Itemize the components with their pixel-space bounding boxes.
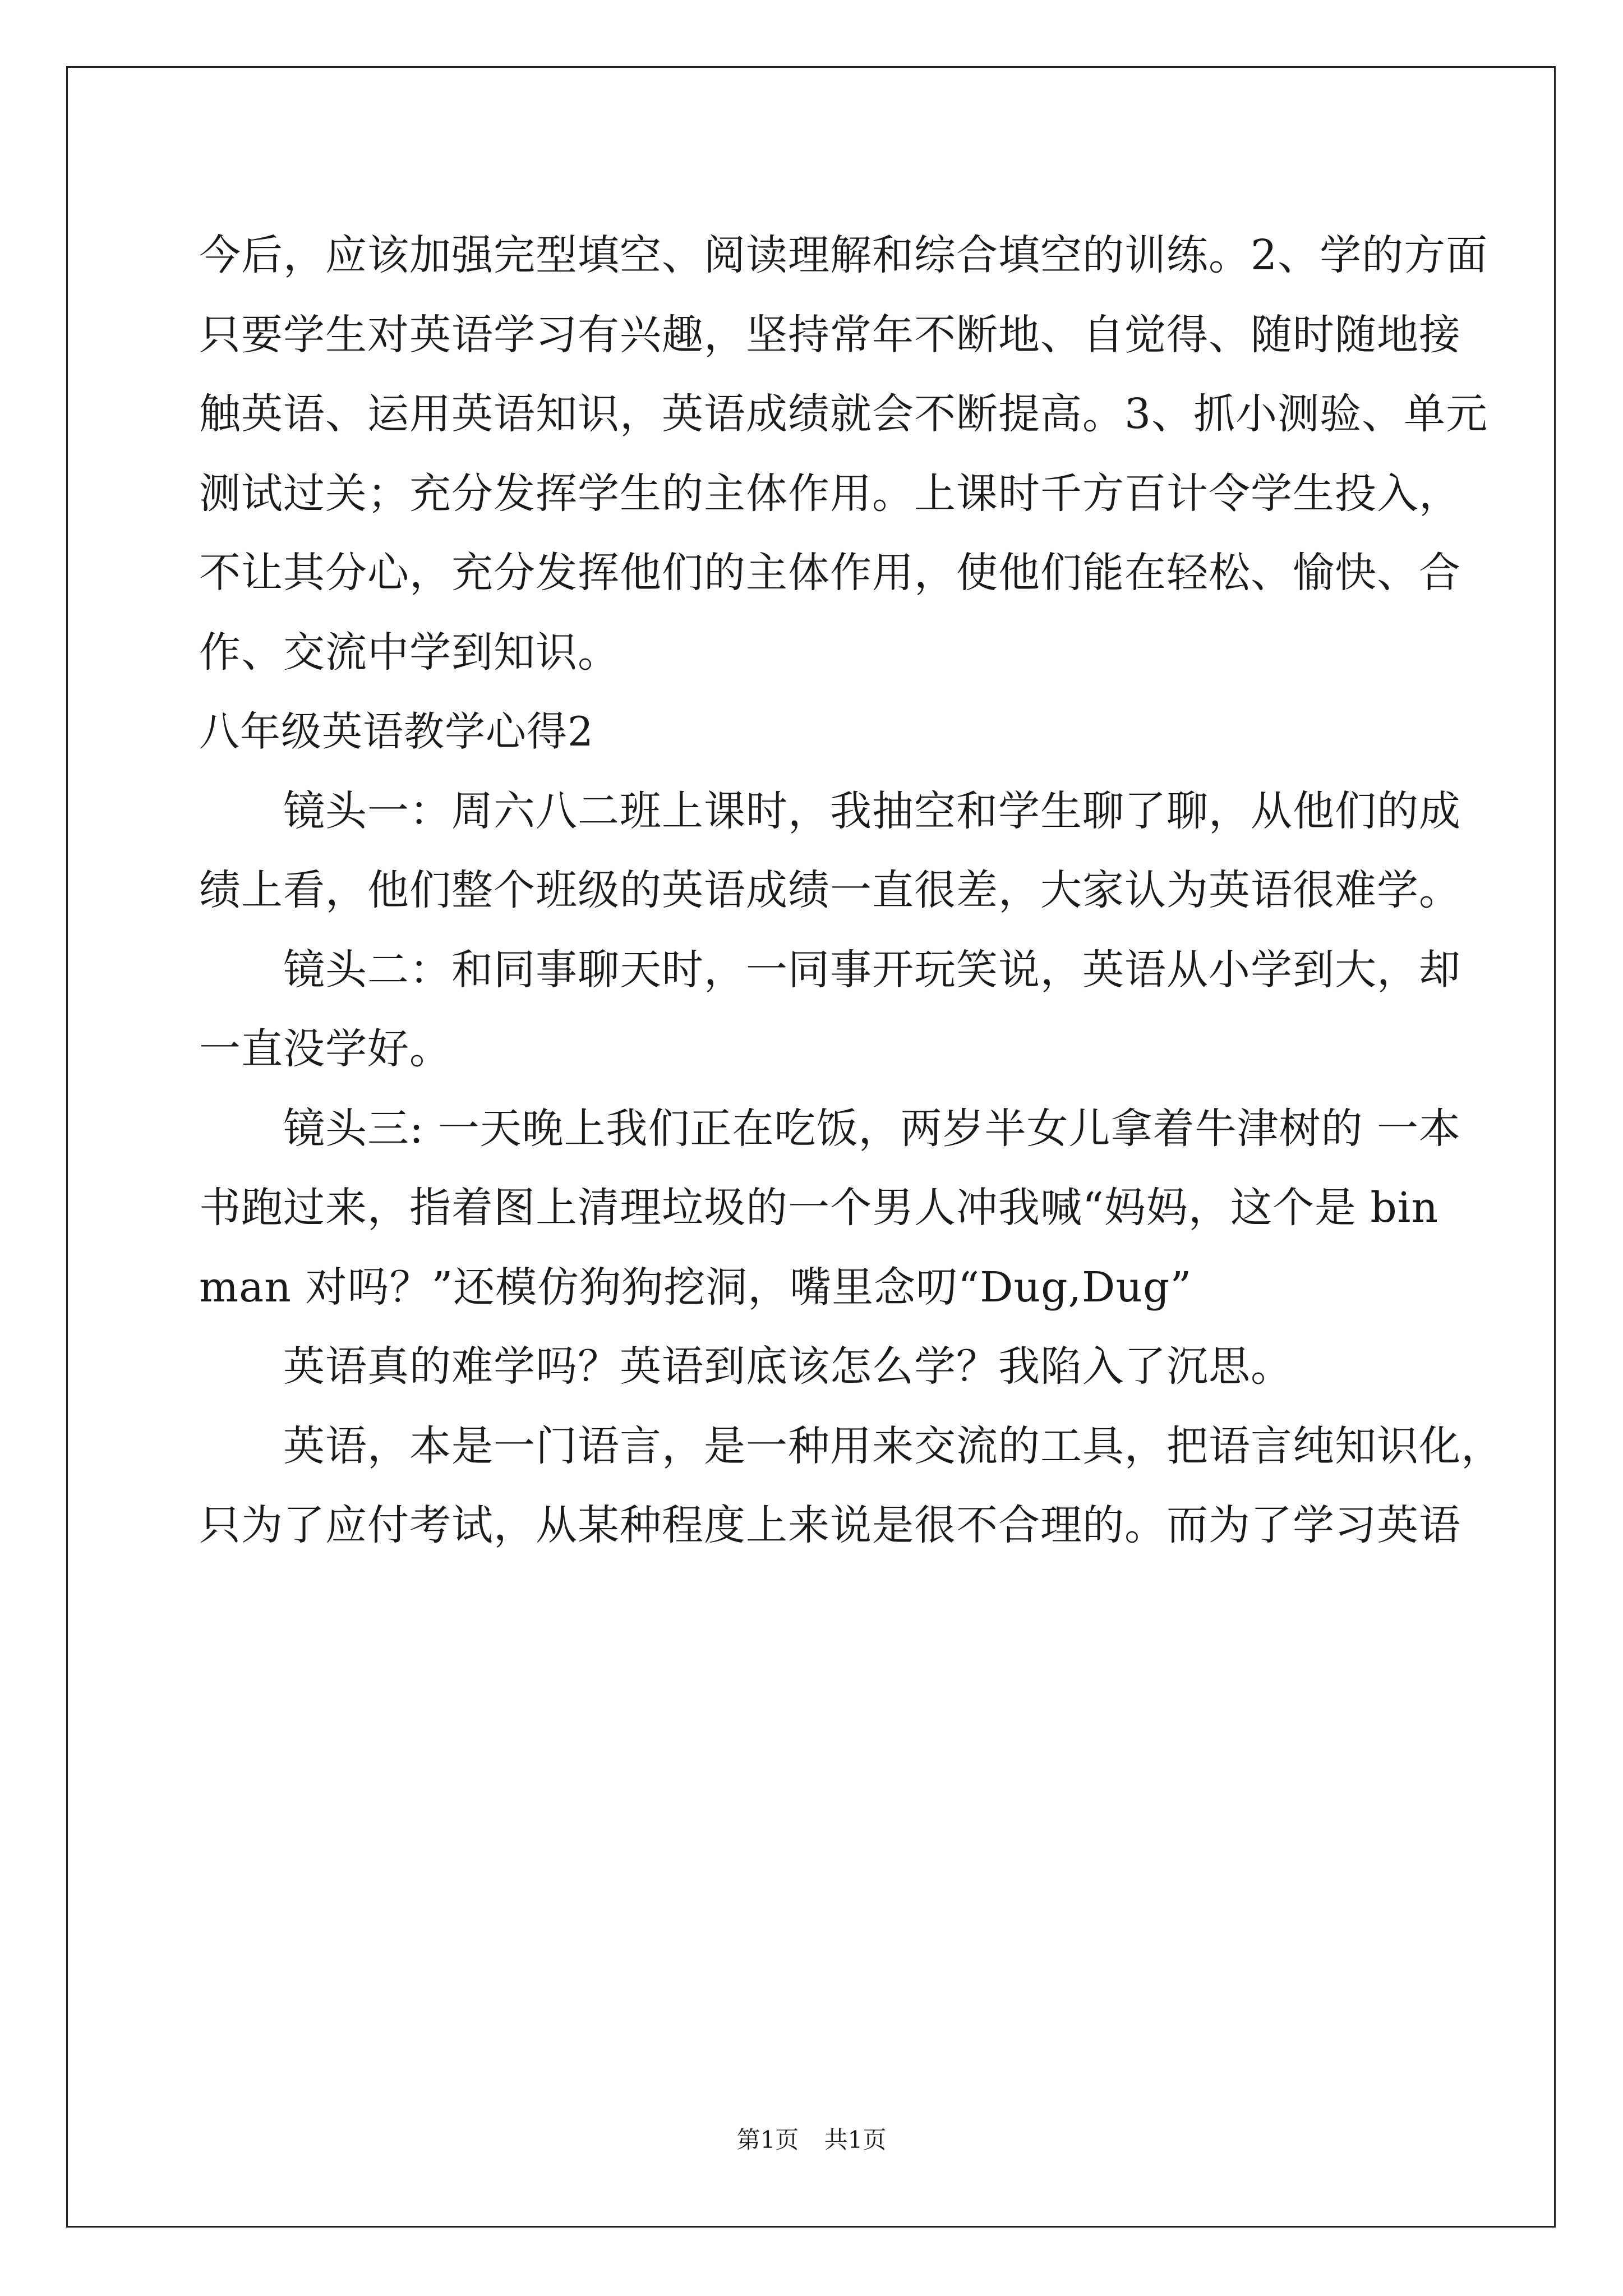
- text-line: man 对吗？”还模仿狗狗挖洞，嘴里念叨“Dug,Dug”: [199, 1263, 1192, 1312]
- text-line: 绩上看，他们整个班级的英语成绩一直很差，大家认为英语很难学。: [199, 866, 1461, 914]
- text-line: 镜头一：周六八二班上课时，我抽空和学生聊了聊，从他们的成: [283, 786, 1461, 835]
- text-line: 书跑过来，指着图上清理垃圾的一个男人冲我喊“妈妈，这个是 bin: [199, 1184, 1439, 1232]
- text-line: 镜头二：和同事聊天时，一同事开玩笑说，英语从小学到大，却: [283, 945, 1461, 994]
- text-line: 英语真的难学吗？英语到底该怎么学？我陷入了沉思。: [283, 1342, 1293, 1391]
- section-heading: 八年级英语教学心得2: [199, 708, 594, 755]
- text-line: 作、交流中学到知识。: [199, 628, 620, 677]
- document-body: [199, 216, 1503, 1566]
- page-total: 共1页: [824, 2126, 887, 2154]
- text-line: 只为了应付考试，从某种程度上来说是很不合理的。而为了学习英语: [199, 1501, 1461, 1549]
- text-line: 测试过关；充分发挥学生的主体作用。上课时千方百计令学生投入，: [199, 469, 1461, 518]
- page-number: 第1页: [736, 2126, 799, 2154]
- text-line: 今后，应该加强完型填空、阅读理解和综合填空的训练。2、学的方面: [199, 231, 1488, 279]
- text-line: 只要学生对英语学习有兴趣，坚持常年不断地、自觉得、随时随地接: [199, 310, 1461, 359]
- text-line: 镜头三: 一天晚上我们正在吃饭，两岁半女儿拿着牛津树的 一本: [283, 1104, 1461, 1153]
- text-line: 一直没学好。: [199, 1025, 451, 1073]
- page-footer: [0, 2123, 1623, 2157]
- text-line: 英语，本是一门语言，是一种用来交流的工具，把语言纯知识化，: [283, 1421, 1503, 1470]
- text-line: 不让其分心，充分发挥他们的主体作用，使他们能在轻松、愉快、合: [199, 549, 1461, 597]
- text-line: 触英语、运用英语知识，英语成绩就会不断提高。3、抓小测验、单元: [199, 390, 1488, 438]
